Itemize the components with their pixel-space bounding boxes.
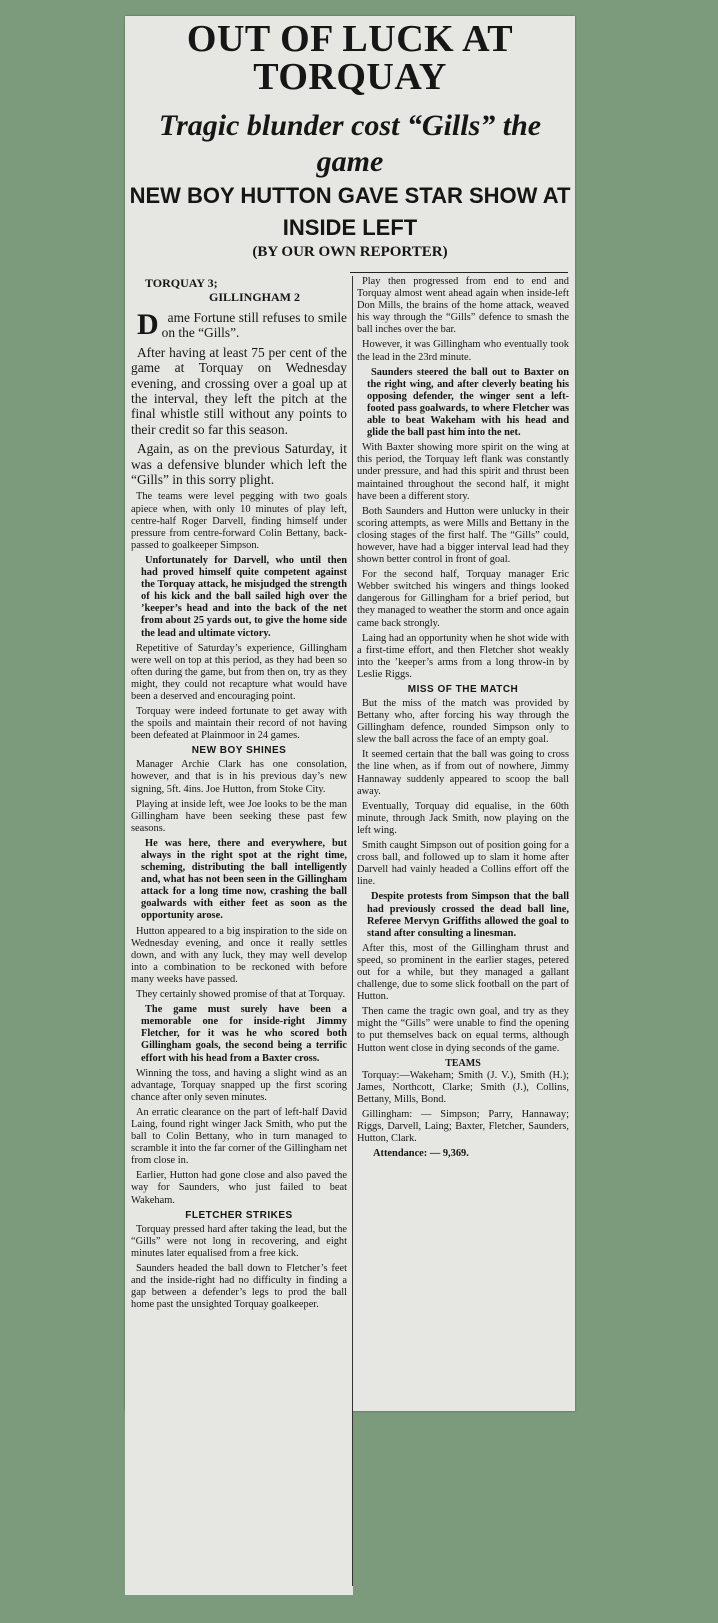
- body-paragraph: Play then progressed from end to end and Torquay almost went ahead again when inside-left Don Mills, the brains of the home attack, weaved his way through the “Gills” defence to smash the ball inches over the bar.: [357, 276, 569, 336]
- lead-paragraph: Again, as on the previous Saturday, it was a defensive blunder which left the “Gills” in this sorry plight.: [131, 441, 347, 488]
- team-lineup-torquay: Torquay:—Wakeham; Smith (J. V.), Smith (H.); James, Northcott, Clarke; Smith (J.), Collins, Bettany, Mills, Bond.: [357, 1069, 569, 1105]
- body-paragraph: Playing at inside left, wee Joe looks to be the man Gillingham have been seeking these past few seasons.: [131, 798, 347, 834]
- body-paragraph: Both Saunders and Hutton were unlucky in their scoring attempts, as were Mills and Bettany in the closing stages of the first half. The “Gills” could, however, have had a bigger interval lead had they shown better control in front of goal.: [357, 505, 569, 566]
- drop-cap: D: [137, 308, 159, 341]
- subheadline: Tragic blunder cost “Gills” the game: [158, 109, 542, 178]
- body-paragraph: For the second half, Torquay manager Eric Webber switched his wingers and things looked dangerous for Gillingham for a brief period, but they managed to weather the storm and once again came back strongly.: [357, 569, 569, 629]
- body-paragraph: Torquay pressed hard after taking the lead, but the “Gills” were not long in recovering, and eight minutes later equalised from a free kick.: [131, 1223, 347, 1259]
- body-paragraph-bold: Saunders steered the ball out to Baxter on the right wing, and after cleverly beating his opposing defender, the winger sent a left-footed pass goalwards, to where Fletcher was able to beat Wakeham with his head and glide the ball past him into the net.: [367, 366, 569, 439]
- body-paragraph: With Baxter showing more spirit on the wing at this period, the Torquay left flank was constantly under pressure, and had this spirit and thrust been maintained throughout the second half, it might have been a different story.: [357, 442, 569, 502]
- body-paragraph: An erratic clearance on the part of left-half David Laing, found right winger Jack Smith, who put the ball to Colin Bettany, who in turn managed to scramble it into the far corner of the Gillingham net from close in.: [131, 1106, 347, 1167]
- score-away: GILLINGHAM 2: [209, 290, 301, 304]
- body-paragraph-bold: Unfortunately for Darvell, who until then had proved himself quite competent against the Torquay attack, he misjudged the strength of his kick and the ball sailed high over the ’keeper’s head and into the back of the net from about 25 yards out, to give the home side the lead and ultimate victory.: [141, 554, 347, 639]
- attendance: Attendance: — 9,369.: [373, 1148, 469, 1160]
- byline: (BY OUR OWN REPORTER): [252, 244, 448, 260]
- crosshead: FLETCHER STRIKES: [185, 1209, 293, 1221]
- left-column: [131, 276, 347, 1594]
- body-paragraph-bold: Despite protests from Simpson that the ball had previously crossed the dead ball line, Referee Mervyn Griffiths allowed the goal to stand after consulting a linesman.: [367, 891, 569, 939]
- body-paragraph: Winning the toss, and having a slight wind as an advantage, Torquay snapped up the first scoring chance after only seven minutes.: [131, 1067, 347, 1103]
- body-paragraph: Eventually, Torquay did equalise, in the 60th minute, through Jack Smith, now playing on the left wing.: [357, 800, 569, 836]
- body-paragraph: Manager Archie Clark has one consolation, however, and that is in his previous day’s new signing, 5ft. 4ins. Joe Hutton, from Stoke City.: [131, 759, 347, 795]
- body-paragraph: But the miss of the match was provided by Bettany who, after forcing his way through the Gillingham defence, rounded Simpson only to slew the ball across the face of an empty goal.: [357, 698, 569, 746]
- body-paragraph: They certainly showed promise of that at Torquay.: [136, 989, 346, 1001]
- teams-heading: TEAMS: [445, 1057, 481, 1069]
- team-lineup-gillingham: Gillingham: — Simpson; Parry, Hannaway; Riggs, Darvell, Laing; Baxter, Fletcher, Saunders, Hutton, Clark.: [357, 1108, 569, 1145]
- score-line: [131, 276, 347, 304]
- lead-paragraph: After having at least 75 per cent of the game at Torquay on Wednesday evening, and crossing over a goal up at the interval, they left the pitch at the final whistle still without any points to their credit so far this season.: [131, 344, 347, 437]
- body-paragraph: Hutton appeared to a big inspiration to the side on Wednesday evening, and once it really settles down, and with any luck, they may well develop into a combination to be reckoned with before many weeks have passed.: [131, 925, 347, 985]
- body-paragraph-bold: He was here, there and everywhere, but always in the right spot at the right time, scheming, distributing the ball intelligently and, what has not been seen in the Gillingham attack for a long time now, crashing the ball goalwards with either feet as soon as the opportunity arose.: [141, 837, 347, 922]
- intro-paragraph: [131, 310, 347, 341]
- right-column: [357, 276, 569, 1408]
- body-paragraph: Repetitive of Saturday’s experience, Gillingham were well on top at this period, as they had been so often during the game, but from then on, try as they might, they could not recapture what would have been a deserved and encouraging point.: [131, 642, 347, 702]
- crosshead: MISS OF THE MATCH: [407, 684, 519, 695]
- body-paragraph-bold: The game must surely have been a memorable one for inside-right Jimmy Fletcher, for it was he who scored both Gillingham goals, the second being a terrific effort with his head from a Baxter cross.: [141, 1004, 347, 1064]
- intro-text: ame Fortune still refuses to smile on the “Gills”.: [161, 310, 347, 341]
- body-paragraph: Smith caught Simpson out of position going for a cross ball, and followed up to slam it home after Darvell had vainly headed a Collins effort off the line.: [357, 840, 569, 888]
- body-paragraph: Earlier, Hutton had gone close and also paved the way for Saunders, who just failed to beat Wakeham.: [131, 1170, 347, 1206]
- column-divider: [352, 276, 353, 1586]
- body-paragraph: Then came the tragic own goal, and try as they might the “Gills” were unable to find the opening to put themselves back on equal terms, although Hutton went close in dying seconds of the game.: [357, 1006, 569, 1054]
- body-paragraph: Saunders headed the ball down to Fletcher’s feet and the inside-right had no difficulty in finding a gap between a defender’s legs to prod the ball home past the unsighted Torquay goalkeeper.: [131, 1262, 347, 1311]
- body-paragraph: The teams were level pegging with two goals apiece when, with only 10 minutes of play left, centre-half Roger Darvell, finding himself under pressure from centre-forward Colin Bettany, back-passed to goalkeeper Simpson.: [131, 491, 347, 551]
- headline: OUT OF LUCK AT TORQUAY: [186, 18, 514, 98]
- crosshead: NEW BOY SHINES: [191, 745, 287, 757]
- body-paragraph: Laing had an opportunity when he shot wide with a first-time effort, and then Fletcher shot weakly into the ’keeper’s arms from a long throw-in by Leslie Riggs.: [357, 632, 569, 680]
- deck-headline: NEW BOY HUTTON GAVE STAR SHOW AT INSIDE LEFT: [129, 183, 571, 240]
- body-paragraph: After this, most of the Gillingham thrust and speed, so prominent in the earlier stages, petered out for a while, but they managed a gallant challenge, due to some slick football on the part of Hutton.: [357, 942, 569, 1003]
- body-paragraph: However, it was Gillingham who eventually took the lead in the 23rd minute.: [357, 339, 569, 363]
- column-top-rule: [350, 272, 568, 273]
- score-home: TORQUAY 3;: [145, 276, 218, 290]
- body-paragraph: It seemed certain that the ball was going to cross the line when, as if from out of nowhere, Jimmy Hannaway suddenly appeared to scoop the ball away.: [357, 749, 569, 797]
- body-paragraph: Torquay were indeed fortunate to get away with the spoils and maintain their record of not having been defeated at Plainmoor in 24 games.: [131, 706, 347, 742]
